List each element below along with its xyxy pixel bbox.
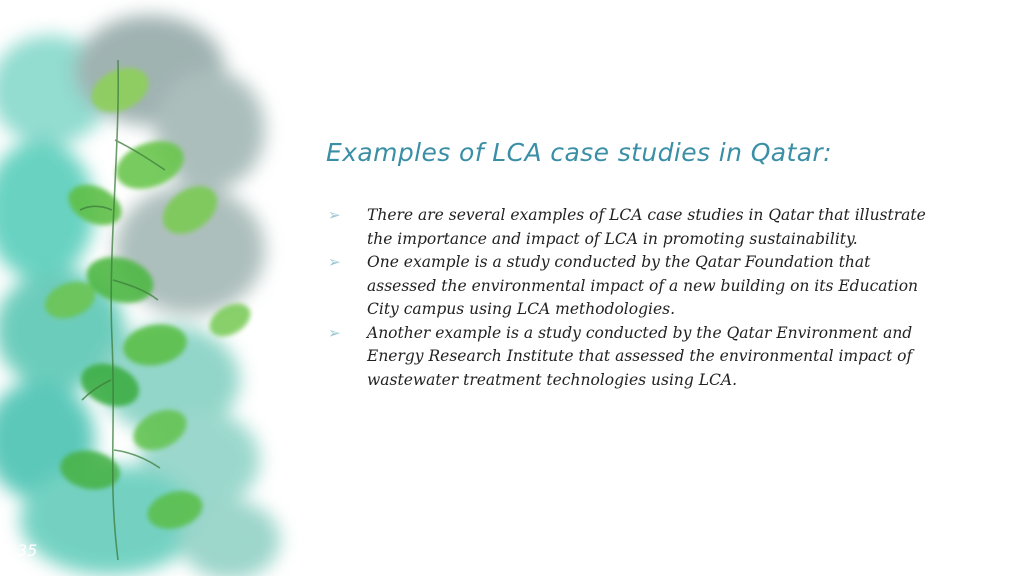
page-number: 35	[17, 541, 38, 560]
list-item	[326, 204, 926, 251]
arrow-bullet-icon: ➢	[328, 323, 341, 342]
bullet-text: There are several examples of LCA case studies in Qatar that illustrate the importance and impact of LCA in promoting sustainability.	[367, 206, 926, 248]
bullet-list	[326, 204, 926, 392]
bullet-text: One example is a study conducted by the Qatar Foundation that assessed the environmental impact of a new building on its Education City campus using LCA methodologies.	[367, 253, 919, 318]
watercolor-leaves-illustration	[0, 0, 300, 576]
list-item	[326, 322, 926, 393]
bullet-text: Another example is a study conducted by the Qatar Environment and Energy Research Institute that assessed the environmental impact of wastewater treatment technologies using LCA.	[367, 323, 913, 389]
arrow-bullet-icon: ➢	[328, 253, 341, 271]
list-item	[326, 251, 926, 322]
arrow-bullet-icon: ➢	[328, 206, 341, 224]
slide-title: Examples of LCA case studies in Qatar:	[326, 138, 832, 167]
